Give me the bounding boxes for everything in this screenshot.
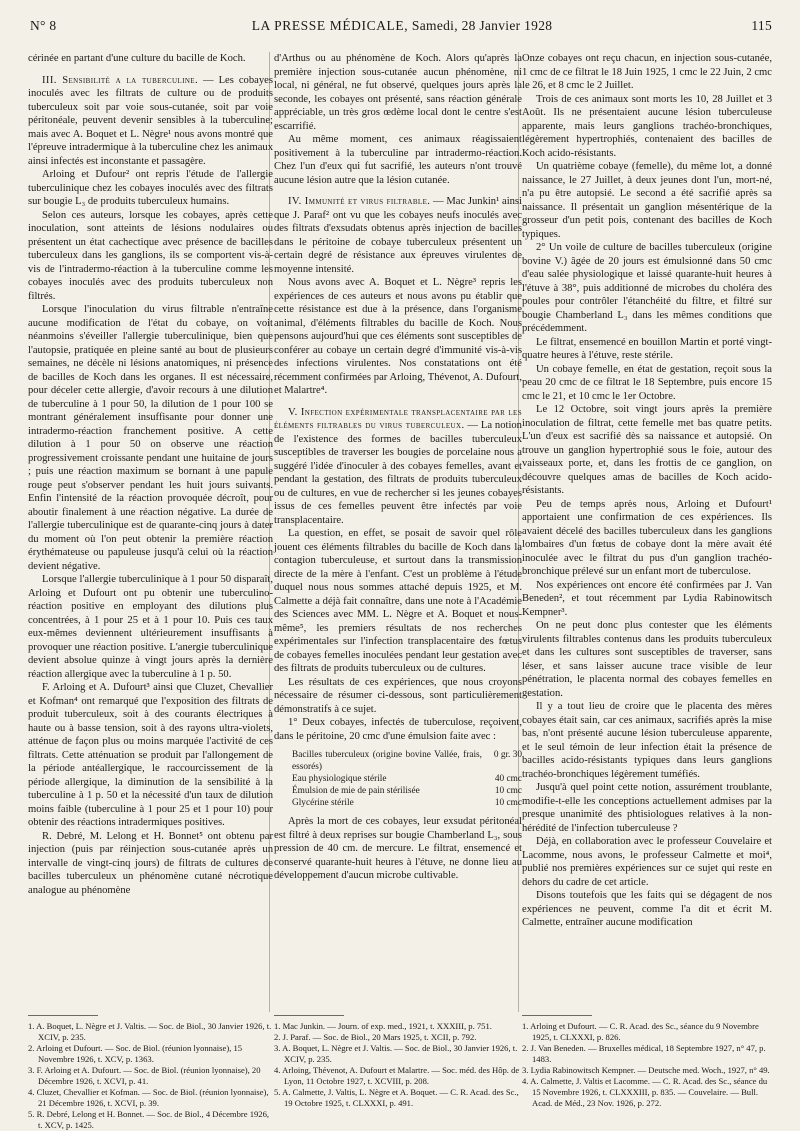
paragraph: Lorsque l'inoculation du virus filtrable n'entraîne aucune modification de l'état du cobaye, on voit néanmoins s'éveiller l'allergie tuberculinique, bien que l'autopsie, pratiquée en pleine santé au bout de plusieurs semaines, ne décèle ni lésions anatomiques, ni présence de bacilles de Koch dans les organes. Il est nécessaire, pour déceler cette allergie, d'avoir recours à une dilution de tuberculine à 1 pour 50, la dilution de 1 pour 100 se montrant généralement insuffisante pour donner une intradermo-réaction franchement positive. A cette dilution à 1 pour 50 on observe une réaction progressivement croissante pendant une huitaine de jours ; puis une réaction maximum se bornant à une papule rouge peut s'observer pendant les huit jours suivants. Enfin l'intensité de la réaction provoquée décroît, pour aboutir finalement à une réaction négative. La durée de l'allergie tuberculinique est de quarante-cinq jours à dater du moment où l'on peut obtenir la première réaction érythémateuse ou papuleuse jusqu'à celui où la réaction devient négative. [28,304,273,572]
composition-value: 40 cmc [494,774,522,784]
footnote: 2. J. Paraf. — Soc. de Biol., 20 Mars 1925, t. XCII, p. 792. [274,1032,477,1042]
composition-value: 10 cmc [494,786,522,796]
footnote: 4. A. Calmette, J. Valtis et Lacomme. — C. R. Acad. des Sc., séance du 15 Novembre 1926, t. CLXXXIII, p. 835. — Couvelaire. — Bull. Acad. de Méd., 23 Nov. 1926, p. 272. [522,1076,768,1108]
paragraph: Peu de temps après nous, Arloing et Dufourt¹ apportaient une confirmation de ces expériences. Ils avaient décelé des bacilles tuberculeux dans les ganglions lombaires d'un fœtus de cobaye dont la mère avait été inoculée avec le filtrat du pus d'un ganglion trachéo-bronchique prélevé sur un enfant mort de tuberculose. [522,498,772,577]
composition-label: Bacilles tuberculeux (origine bovine Vallée, frais, essorés) [292,750,482,772]
paragraph: Les résultats de ces expériences, que nous croyons nécessaire de résumer ci-dessous, sont particulièrement démonstratifs à ce sujet. [274,676,522,715]
composition-row [292,749,522,773]
composition-value: 10 cmc [494,798,522,808]
paragraph-text: — Mac Junkin¹ ainsi que J. Paraf² ont vu que les cobayes neufs inoculés avec des filtrats d'exsudats obtenus après injection de bacilles dans le péritoine de cobaye tuberculeux présentent un certain degré de résistance aux épreuves virulentes de moyenne intensité. [274,196,522,275]
page-header [22,16,782,44]
footnotes-col3 [522,1021,772,1109]
footnote: 5. R. Debré, Lelong et H. Bonnet. — Soc. de Biol., 4 Décembre 1926, t. XCV, p. 1425. [28,1109,270,1130]
paragraph: cérinée en partant d'une culture du bacille de Koch. [28,53,246,64]
composition-label: Glycérine stérile [292,798,354,808]
section-heading: III. Sensibilité a la tuberculine. [42,74,199,86]
footnote: 1. Mac Junkin. — Journ. of exp. med., 1921, t. XXXIII, p. 751. [274,1021,492,1031]
issue-number: N° 8 [30,18,57,33]
composition-row [292,773,522,785]
paragraph: Trois de ces animaux sont morts les 10, 28 Juillet et 3 Août. Ils ne présentaient aucune lésion tuberculeuse apparente, mais leurs ganglions trachéo-bronchiques, légèrement hypertrophiés, contenaient des bacilles de Koch acido-résistants. [522,93,772,159]
page-number: 115 [751,18,772,33]
paragraph: Un quatrième cobaye (femelle), du même lot, a donné naissance, le 27 Juillet, à deux jeunes dont l'un, mort-né, n'a pu être autopsié. Le second a été sacrifié après sa naissance. Il présentait un ganglion mésentérique de la grosseur d'un petit pois, contenant des bacilles de Koch typiques. [522,161,772,240]
paragraph: 2° Un voile de culture de bacilles tuberculeux (origine bovine V.) âgée de 20 jours est émulsionné dans 50 cmc d'eau salée physiologique et laissé quarante-huit heures à l'étuve à 38°, puis additionné de microbes du choléra des poules pour contrôler l'étanchéité du filtre, et filtré sur bougie Chamberland L₃ dans les mêmes conditions que précédemment. [522,242,772,334]
paragraph: Lorsque l'allergie tuberculinique à 1 pour 50 disparaît, Arloing et Dufourt ont pu obtenir une tuberculino-réaction positive en employant des dilutions plus concentrées, à 1 pour 25 et à 1 pour 10. Puis ces taux eux-mêmes deviennent ultérieurement insuffisants à provoquer une réaction positive. L'anergie tuberculinique devient absolue quinze à vingt jours après la dernière réaction allergique avec la tuberculine à 1 p. 50. [28,574,273,680]
paragraph: Nous avons avec A. Boquet et L. Nègre³ repris les expériences de ces auteurs et nous avons pu établir que cette résistance est due à la présence, dans l'organisme animal, d'éléments filtrables du bacille de Koch. Nous pensons aujourd'hui que ces éléments sont susceptibles de conférer au cobaye un certain degré d'immunité vis-à-vis des infections virulentes. Nos constatations ont été récemment confirmées par Arloing, Thévenot, A. Dufourt, et Malartre⁴. [274,277,522,396]
column-1 [28,52,273,897]
paragraph: 1° Deux cobayes, infectés de tuberculose, reçoivent, dans le péritoine, 20 cmc d'une émulsion faite avec : [274,717,522,742]
emulsion-composition [292,749,522,809]
footnote: 1. Arloing et Dufourt. — C. R. Acad. des Sc., séance du 9 Novembre 1925, t. CLXXXI, p. 826. [522,1021,759,1042]
paragraph: Au même moment, ces animaux réagissaient positivement à la tuberculine par intradermo-réaction. Chez l'un d'eux qui fut sacrifié, les auteurs n'ont trouvé aucune lésion autre que la lésion cutanée. [274,134,522,186]
paragraph: Nos expériences ont encore été confirmées par J. Van Beneden², et tout récemment par Lydia Rabinowitsch Kempner³. [522,579,772,618]
composition-label: Émulsion de mie de pain stérilisée [292,786,420,796]
footnote: 5. A. Calmette, J. Valtis, L. Nègre et A. Boquet. — C. R. Acad. des Sc., 19 Octobre 1925, t. CLXXXI, p. 491. [274,1087,519,1108]
paragraph: Après la mort de ces cobayes, leur exsudat péritonéal est filtré à deux reprises sur bougie Chamberland L₃, sous pression de 40 cm. de mercure. Le filtrat, ensemencé et conservé quarante-huit heures à l'étuve, ne donne lieu au développement d'aucun microbe cultivable. [274,816,522,881]
paragraph: Il y a tout lieu de croire que le placenta des mères cobayes était sain, car ces animaux, sacrifiés après la mise bas, n'ont présenté aucune lésion tuberculeuse apparente, et le seul témoin de leur infection était la présence de bacilles acido-résistants typiques dans leurs ganglions trachéo-bronchiques légèrement tuméfiés. [522,701,772,780]
footnote-rule [274,1015,344,1016]
paragraph-text: — Les cobayes inoculés avec les filtrats de culture ou de produits tuberculeux soit par voie sous-cutanée, soit par voie péritonéale, peuvent devenir sensibles à la tuberculine; mais avec A. Boquet et L. Nègre¹ nous avons montré que l'épreuve intradermique à la tuberculine chez les animaux ainsi infectés est inconstante et passagère. [28,74,273,167]
column-3 [522,52,772,930]
footnote: 2. Arloing et Dufourt. — Soc. de Biol. (réunion lyonnaise), 15 Novembre 1926, t. XCV, p. 1363. [28,1043,243,1064]
paragraph: Arloing et Dufour² ont repris l'étude de l'allergie tuberculinique chez les cobayes inoculés avec des filtrats sur bougie L₃ de produits tuberculeux humains. [28,169,273,207]
footnote-rule [522,1015,592,1016]
paragraph: Déjà, en collaboration avec le professeur Couvelaire et Lacomme, nous avons, le professeur Calmette et moi⁴, publié nos premières expériences sur ce sujet qui reste en dehors du cadre de cet article. [522,836,772,888]
footnote: 3. F. Arloing et A. Dufourt. — Soc. de Biol. (réunion lyonnaise), 20 Décembre 1926, t. XCVI, p. 41. [28,1065,261,1086]
section-heading: IV. Immunité et virus filtrable. [288,196,431,207]
paragraph: F. Arloing et A. Dufourt³ ainsi que Cluzet, Chevallier et Kofman⁴ ont remarqué que l'exposition des filtrats de produit tuberculeux, soit à des courants électriques à haute ou à basse tension, soit à des rayons ultra-violets, atténue de façon plus ou moins marquée l'activité de ces filtrats. Cette atténuation se produit par l'allongement de la période antéallergique, le raccourcissement de la période allergique, la diminution de la sensibilité à la tuberculine à 1 p. 50 et la nécessité d'un taux de dilution moins faible (tuberculine à 1 pour 25 et 1 pour 10) pour obtenir des réactions intradermiques positives. [28,682,273,828]
footnote: 2. J. Van Beneden. — Bruxelles médical, 18 Septembre 1927, n° 47, p. 1483. [522,1043,766,1064]
paragraph: Le filtrat, ensemencé en bouillon Martin et porté vingt-quatre heures à l'étuve, reste stérile. [522,336,772,361]
paragraph: d'Arthus ou au phénomène de Koch. Alors qu'après la première injection sous-cutanée aucun phénomène, ni local, ni général, ne fut observé, quelques jours après la seconde, les cobayes ont présenté, sans réaction générale appréciable, un très gros œdème local dont le centre s'est escarrifié. [274,53,522,132]
journal-name: LA PRESSE MÉDICALE, [251,18,409,33]
footnote: 3. Lydia Rabinowitsch Kempner. — Deutsche med. Woch., 1927, n° 49. [522,1065,770,1075]
composition-value: 0 gr. 30 [493,750,522,760]
composition-row [292,785,522,797]
footnote: 1. A. Boquet, L. Nègre et J. Valtis. — Soc. de Biol., 30 Janvier 1926, t. XCIV, p. 235. [28,1021,272,1042]
paragraph: Jusqu'à quel point cette notion, assurément troublante, modifie-t-elle les conceptions actuellement admises par la presque unanimité des phtisiologues relatives à la non-hérédité de l'infection tuberculeuse ? [522,782,772,834]
paragraph: La question, en effet, se posait de savoir quel rôle jouent ces éléments filtrables du bacille de Koch dans la contagion tuberculeuse, et surtout dans la transmission directe de la mère à l'enfant. C'est un problème à l'étude duquel nous nous sommes attaché depuis 1925, et M. Calmette a déjà fait connaître, dans une note à l'Académie des Sciences avec MM. L. Nègre et A. Boquet et nous-même⁵, les premiers résultats de nos recherches expérimentales sur l'infection transplacentaire des fœtus de cobayes femelles inoculées pendant leur gestation avec des filtrats de produits tuberculeux ou de cultures. [274,528,522,674]
composition-label: Eau physiologique stérile [292,774,387,784]
paragraph: On ne peut donc plus contester que les éléments virulents filtrables contenus dans les produits tuberculeux et dans les cultures sont susceptibles de traverser, sans léser, et sans laisser aucune trace visible de leur pénétration, le placenta normal des cobayes femelles en gestation. [522,620,772,699]
paragraph: Onze cobayes ont reçu chacun, en injection sous-cutanée, 1 cmc de ce filtrat le 18 Juin 1925, 1 cmc le 22 Juin, 2 cmc le 26, et 8 cmc le 2 Juillet. [522,53,772,91]
paragraph: Selon ces auteurs, lorsque les cobayes, après cette inoculation, sont atteints de lésions nodulaires ou présentent un état cachectique avec présence de bacilles tuberculeux dans les ganglions, ils se comportent vis-à-vis de l'intradermo-réaction à la tuberculine comme les cobayes inoculés avec des produits tuberculeux non filtrés. [28,209,273,302]
footnote: 3. A. Boquet, L. Nègre et J. Valtis. — Soc. de Biol., 30 Janvier 1926, t. XCIV, p. 235. [274,1043,518,1064]
paragraph: Le 12 Octobre, soit vingt jours après la première inoculation de filtrat, cette femelle met bas quatre petits. L'un d'eux est sacrifié dès sa naissance et autopsié. On trouve un ganglion hypertrophié sous le foie, autour des vaisseaux porte, et, dans les frottis de ce ganglion, on découvre quelques amas de bacilles de Koch acido-résistants. [522,404,772,496]
paragraph-text: — La notion de l'existence des formes de bacilles tuberculeux susceptibles de traverser les bougies de porcelaine nous a suggéré l'idée d'inoculer à des cobayes femelles, avant et pendant la gestation, des filtrats de produits tuberculeux ou de cultures, en vue de rechercher si les jeunes cobayes issus de ces femelles peuvent être infectés par voie transplacentaire. [274,420,522,526]
section-5 [274,406,522,528]
footnote-rule [28,1015,98,1016]
footnote: 4. Arloing, Thévenot, A. Dufourt et Malartre. — Soc. méd. des Hôp. de Lyon, 11 Octobre 1927, t. XCVIII, p. 208. [274,1065,520,1086]
issue-date: Samedi, 28 Janvier 1928 [411,18,553,33]
section-4 [274,195,522,276]
section-heading: V. Infection expérimentale transplacentaire par les éléments filtrables du virus tuberculeux. [274,406,522,431]
paragraph: R. Debré, M. Lelong et H. Bonnet⁵ ont obtenu par injection (puis par réinjection sous-cutanée après un intervalle de vingt-cinq jours) de filtrats de cultures de bacilles tuberculeux un phénomène cutané nécrotique analogue au phénomène [28,830,273,896]
composition-row [292,797,522,809]
paragraph: Disons toutefois que les faits qui se dégagent de nos expériences ne peuvent, comme l'a dit et écrit M. Calmette, entraîner aucune modification [522,890,772,928]
paragraph: Un cobaye femelle, en état de gestation, reçoit sous la peau 20 cmc de ce filtrat le 18 Septembre, puis encore 15 cmc le 21, et 10 cmc le 1er Octobre. [522,363,772,402]
section-3 [28,74,273,169]
footnote: 4. Cluzet, Chevallier et Kofman. — Soc. de Biol. (réunion lyonnaise), 21 Décembre 1926, t. XCVI, p. 39. [28,1087,269,1108]
running-title [22,18,782,34]
column-2 [274,52,522,883]
footnotes-col2 [274,1021,522,1109]
